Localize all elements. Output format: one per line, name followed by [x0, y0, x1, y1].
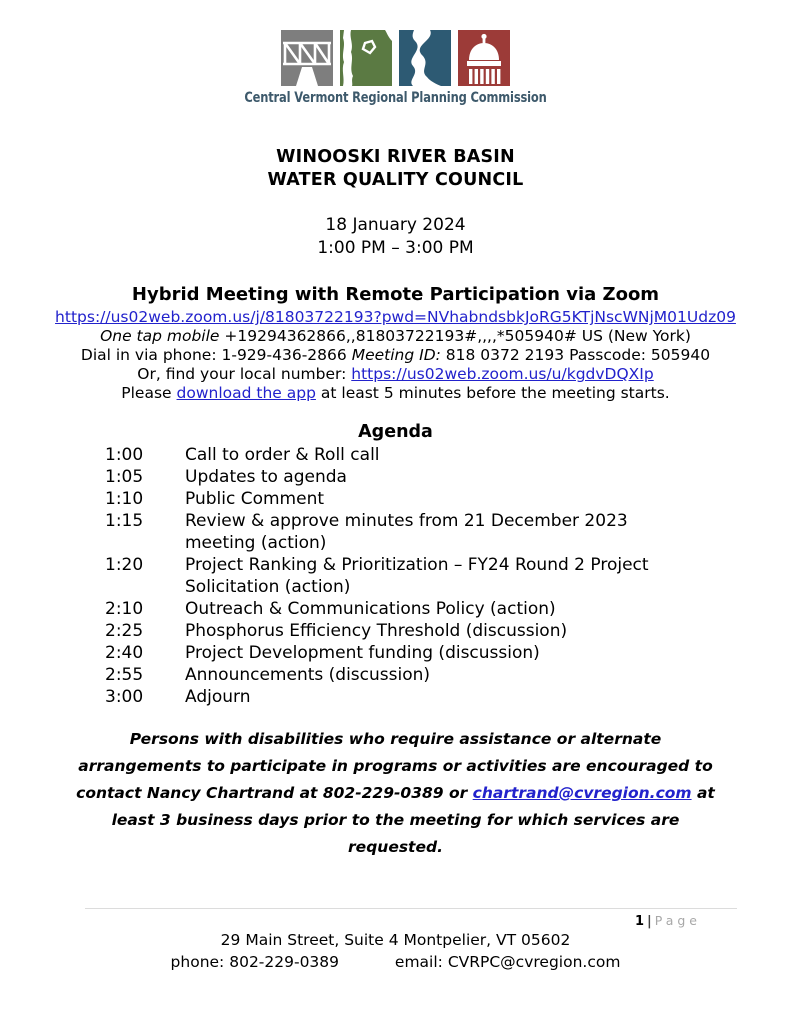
- river-icon: [399, 30, 451, 86]
- app-suffix: at least 5 minutes before the meeting starts.: [320, 384, 670, 402]
- footer-address: 29 Main Street, Suite 4 Montpelier, VT 05602: [220, 931, 571, 949]
- footer-email-label: email:: [394, 953, 443, 971]
- notice-part-1: Persons with disabilities who require assistance or alternate arrangements to participate in programs or activities are encouraged to contact Nancy Chartrand at 802-229-0389 or: [76, 730, 713, 802]
- agenda-item-topic: Announcements (discussion): [185, 665, 431, 685]
- agenda-item-topic: Call to order & Roll call: [185, 445, 380, 465]
- app-prefix: Please: [121, 384, 172, 402]
- agenda-item-time: 1:15: [105, 511, 144, 531]
- agenda-item-topic: Phosphorus Efficiency Threshold (discussion): [185, 621, 568, 641]
- one-tap-value: +19294362866,,81803722193#,,,,*505940# US (New York): [224, 327, 691, 345]
- agenda-item: [0, 664, 791, 686]
- meeting-time: 1:00 PM – 3:00 PM: [317, 238, 474, 258]
- agenda-item: [0, 444, 791, 466]
- agenda-item: [0, 466, 791, 488]
- passcode-label: Passcode:: [569, 346, 646, 364]
- agenda-item-time: 3:00: [105, 687, 144, 707]
- agenda-item-time: 1:10: [105, 489, 144, 509]
- footer-phone-label: phone:: [170, 953, 225, 971]
- passcode-value: 505940: [650, 346, 711, 364]
- agenda-item-time: 2:10: [105, 599, 144, 619]
- vermont-state-icon: [340, 30, 392, 86]
- one-tap-label: One tap mobile: [100, 327, 220, 345]
- download-app-line: [0, 384, 791, 403]
- dial-in-line: [0, 346, 791, 365]
- agenda-item: [0, 642, 791, 664]
- page-number: [0, 913, 791, 929]
- agenda-item: [0, 620, 791, 642]
- page-number-value: 1: [634, 914, 644, 929]
- agenda-item-time: 1:00: [105, 445, 144, 465]
- agenda-item-topic: Adjourn: [185, 687, 251, 707]
- agenda-item: [0, 510, 791, 554]
- bridge-icon: [281, 30, 333, 86]
- notice-part-2: at least 3 business days prior to the meeting for which services are requested.: [111, 784, 715, 856]
- footer-divider: [85, 908, 737, 909]
- capitol-dome-icon: [458, 30, 510, 86]
- agenda-item: [0, 488, 791, 510]
- local-number-link[interactable]: https://us02web.zoom.us/u/kgdvDQXIp: [351, 365, 654, 383]
- agenda-item: [0, 686, 791, 708]
- agenda-item: [0, 598, 791, 620]
- chartrand-email-link[interactable]: chartrand@cvregion.com: [472, 784, 692, 802]
- title-line-1: WINOOSKI RIVER BASIN: [276, 147, 515, 167]
- cvrpc-logo: [0, 0, 791, 106]
- zoom-join-link[interactable]: https://us02web.zoom.us/j/81803722193?pwd=NVhabndsbkJoRG5KTjNscWNjM01Udz09: [55, 308, 736, 326]
- meeting-date: 18 January 2024: [325, 215, 466, 235]
- agenda-item-topic: Outreach & Communications Policy (action): [185, 599, 556, 619]
- agenda-item-time: 2:55: [105, 665, 144, 685]
- agenda-item-time: 1:05: [105, 467, 144, 487]
- footer-contact: [0, 953, 791, 971]
- zoom-info-block: [0, 284, 791, 403]
- logo-caption: Central Vermont Regional Planning Commission: [244, 90, 547, 106]
- agenda-item-time: 2:25: [105, 621, 144, 641]
- local-number-line: [0, 365, 791, 384]
- zoom-heading: Hybrid Meeting with Remote Participation via Zoom: [131, 284, 660, 305]
- agenda-item-time: 2:40: [105, 643, 144, 663]
- agenda-item-topic: Public Comment: [185, 489, 325, 509]
- agenda-item-time: 1:20: [105, 555, 144, 575]
- agenda-heading: Agenda: [358, 422, 433, 442]
- agenda-item-topic: Updates to agenda: [185, 467, 347, 487]
- footer-email-value: CVRPC@cvregion.com: [447, 953, 621, 971]
- page-word: Page: [654, 913, 701, 928]
- agenda-item-topic: Project Development funding (discussion): [185, 643, 540, 663]
- logo-tiles: [0, 30, 791, 86]
- meeting-datetime: [0, 214, 791, 260]
- agenda-item-topic: Project Ranking & Prioritization – FY24 Round 2 Project Solicitation (action): [185, 555, 649, 597]
- dial-in-prefix: Dial in via phone: 1-929-436-2866: [80, 346, 347, 364]
- zoom-join-line: [0, 308, 791, 327]
- local-number-prefix: Or, find your local number:: [137, 365, 347, 383]
- meeting-id-label: Meeting ID:: [351, 346, 441, 364]
- agenda-item-topic: Review & approve minutes from 21 December 2023 meeting (action): [185, 511, 628, 553]
- one-tap-line: [0, 327, 791, 346]
- document-title: [0, 146, 791, 192]
- title-line-2: WATER QUALITY COUNCIL: [267, 170, 524, 190]
- agenda-list: [0, 444, 791, 708]
- footer: [0, 908, 791, 971]
- agenda-item: [0, 554, 791, 598]
- page-number-separator: |: [646, 914, 652, 929]
- footer-phone-value: 802-229-0389: [229, 953, 340, 971]
- download-app-link[interactable]: download the app: [176, 384, 316, 402]
- accessibility-notice: [66, 726, 726, 861]
- meeting-id-value: 818 0372 2193: [445, 346, 565, 364]
